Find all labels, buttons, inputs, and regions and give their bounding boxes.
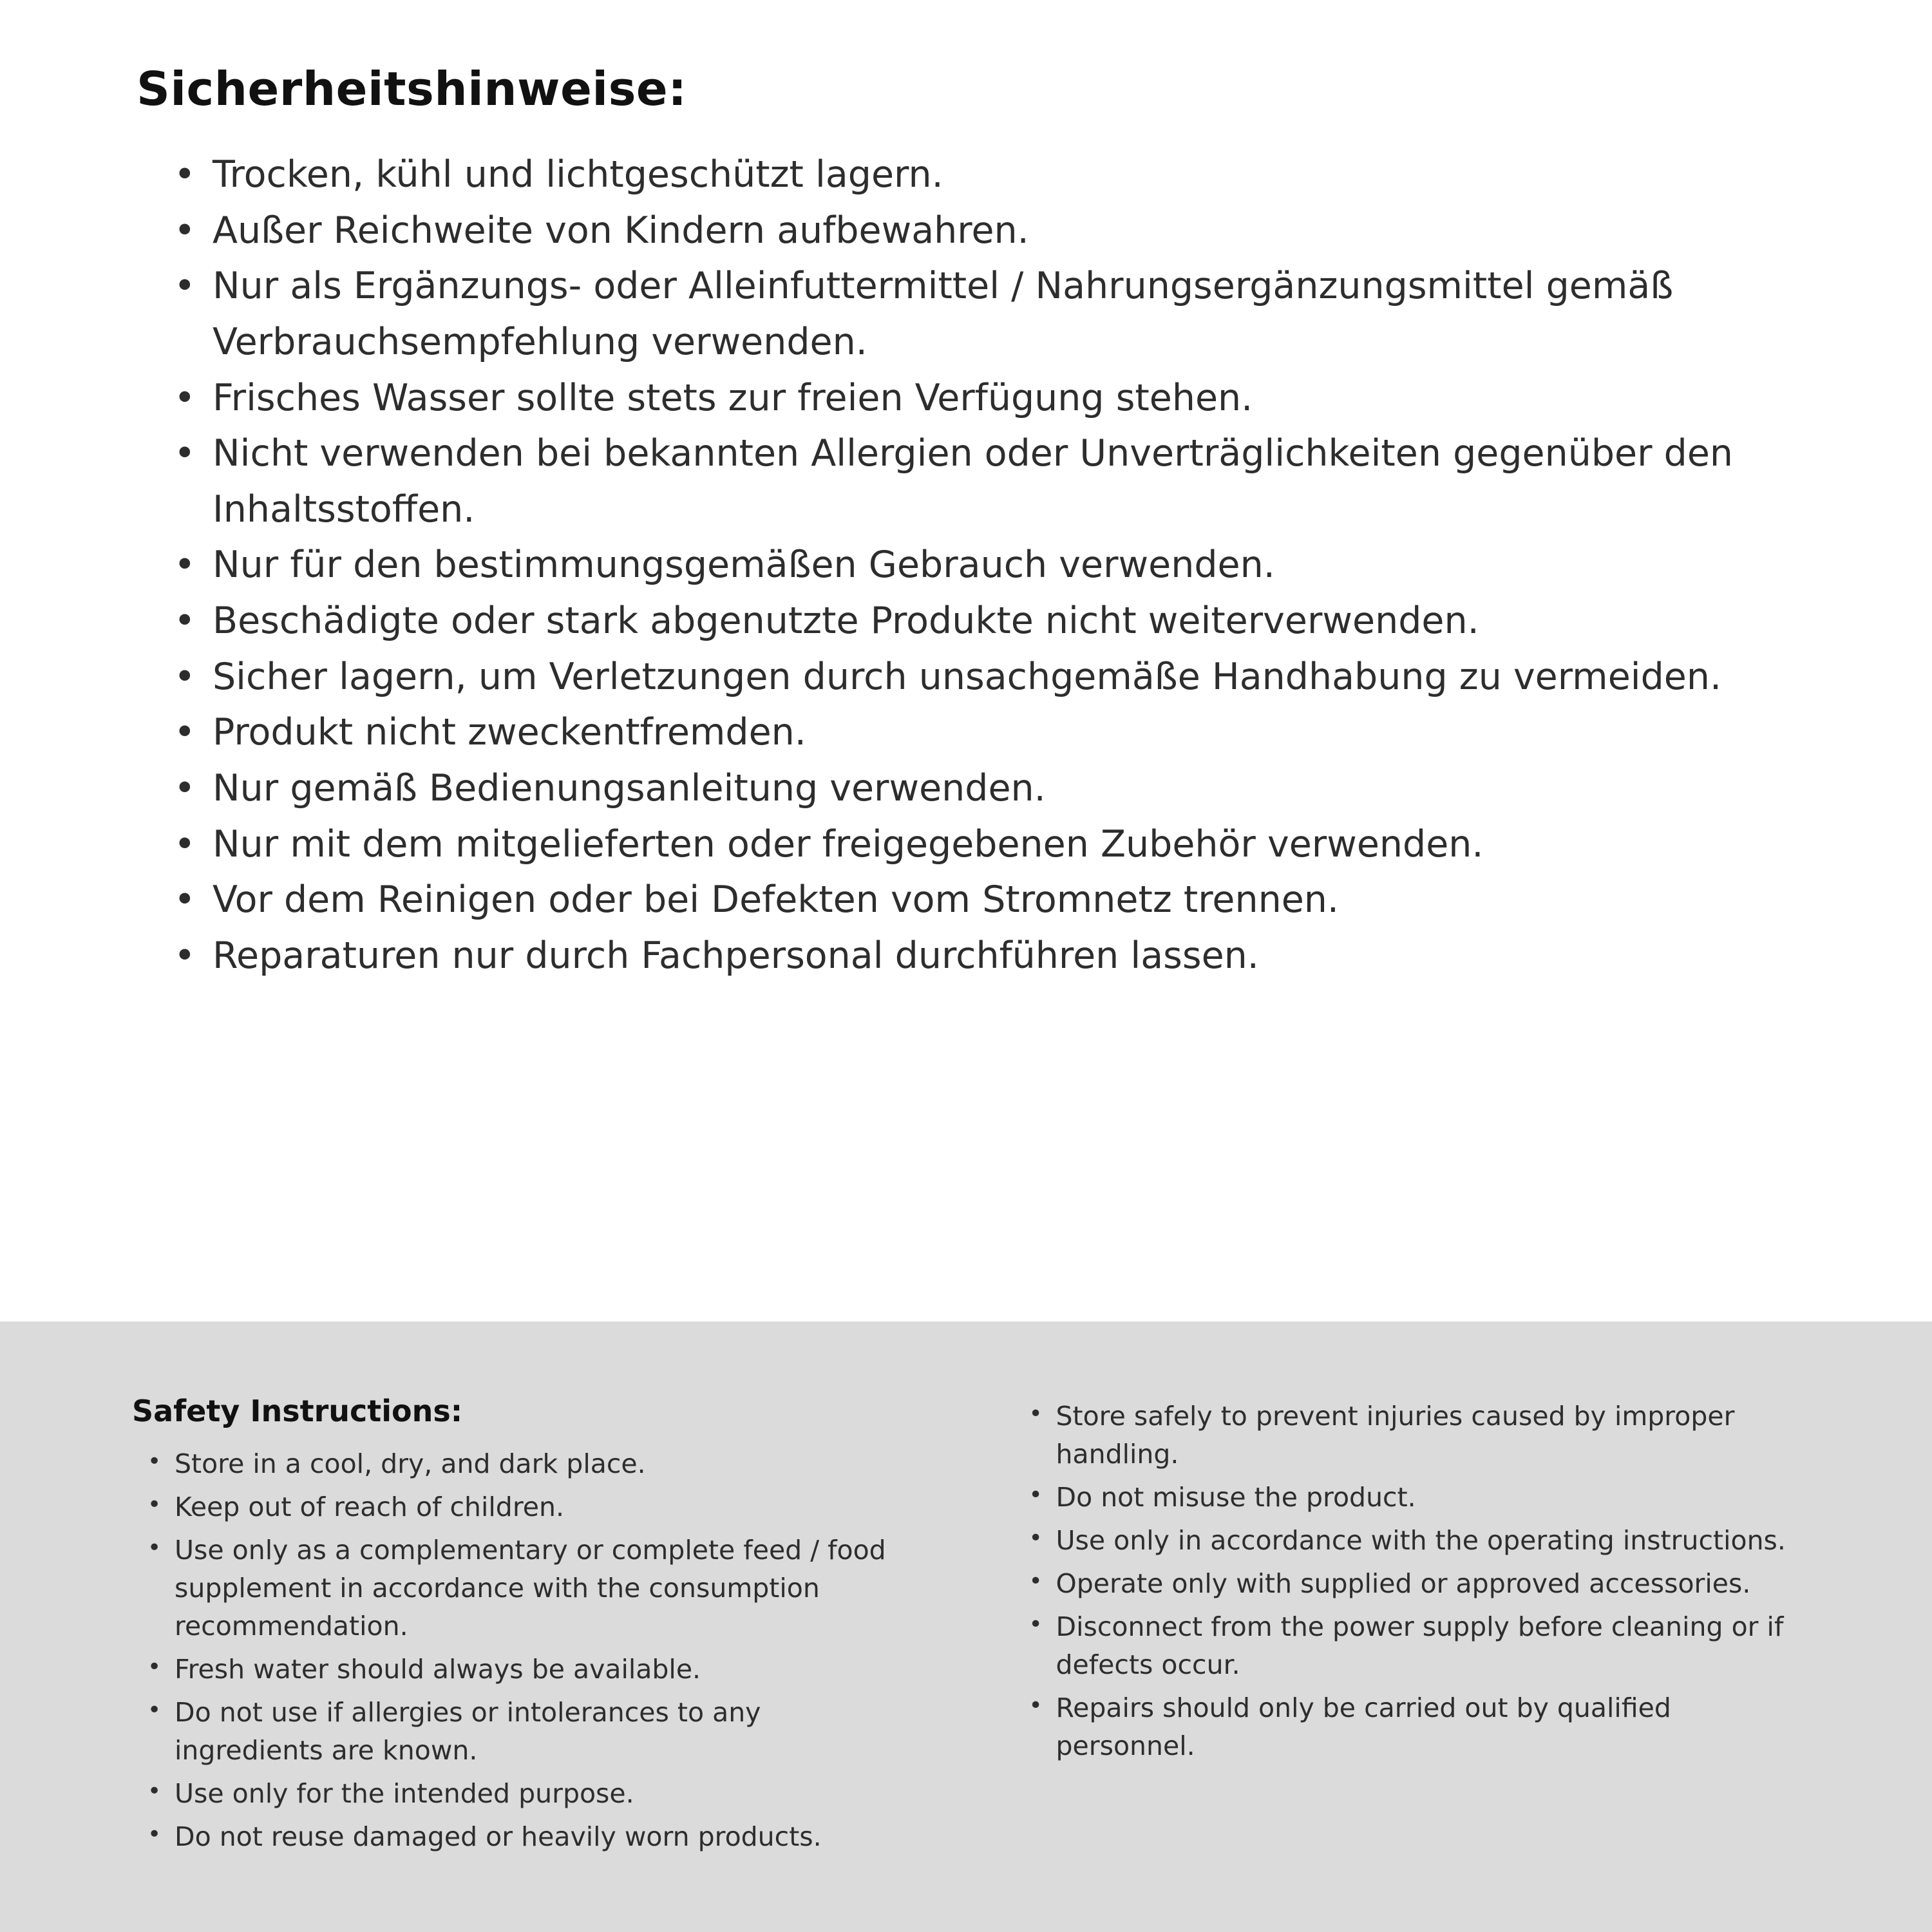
list-item: • Nur für den bestimmungsgemäßen Gebrauch verwenden. [174, 537, 1823, 593]
list-item: • Use only in accordance with the operating instructions. [1029, 1522, 1810, 1560]
list-item: • Do not reuse damaged or heavily worn products. [147, 1818, 913, 1856]
list-item: • Trocken, kühl und lichtgeschützt lagern. [174, 147, 1823, 203]
english-two-column-layout [132, 1394, 1810, 1861]
english-right-column [1029, 1394, 1810, 1770]
list-item: • Store safely to prevent injuries caused by improper handling. [1029, 1397, 1810, 1473]
list-item: • Produkt nicht zweckentfremden. [174, 705, 1823, 761]
english-section-title: Safety Instructions: [132, 1394, 463, 1428]
list-item: • Disconnect from the power supply before cleaning or if defects occur. [1029, 1608, 1810, 1684]
list-item: • Do not misuse the product. [1029, 1479, 1810, 1517]
list-item: • Keep out of reach of children. [147, 1488, 913, 1526]
list-item: • Repairs should only be carried out by qualified personnel. [1029, 1689, 1810, 1765]
list-item: • Fresh water should always be available. [147, 1651, 913, 1689]
list-item: • Nicht verwenden bei bekannten Allergien oder Unverträglichkeiten gegenüber den Inhaltsstoffen. [174, 426, 1823, 537]
list-item: • Use only for the intended purpose. [147, 1775, 913, 1813]
list-item: • Sicher lagern, um Verletzungen durch unsachgemäße Handhabung zu vermeiden. [174, 649, 1823, 705]
list-item: • Beschädigte oder stark abgenutzte Produkte nicht weiterverwenden. [174, 593, 1823, 649]
list-item: • Außer Reichweite von Kindern aufbewahren. [174, 203, 1823, 259]
english-safety-section [0, 1321, 1932, 1932]
list-item: • Nur gemäß Bedienungsanleitung verwenden. [174, 761, 1823, 817]
list-item: • Reparaturen nur durch Fachpersonal durchführen lassen. [174, 928, 1823, 984]
list-item: • Store in a cool, dry, and dark place. [147, 1445, 913, 1483]
list-item: • Nur als Ergänzungs- oder Alleinfuttermittel / Nahrungsergänzungsmittel gemäß Verbrauchsempfehlung verwenden. [174, 258, 1823, 370]
german-safety-list [174, 147, 1823, 983]
list-item: • Nur mit dem mitgelieferten oder freigegebenen Zubehör verwenden. [174, 817, 1823, 873]
list-item: • Use only as a complementary or complete feed / food supplement in accordance with the consumption recommendation. [147, 1531, 913, 1645]
list-item: • Vor dem Reinigen oder bei Defekten vom Stromnetz trennen. [174, 872, 1823, 928]
english-left-column [132, 1394, 913, 1861]
english-safety-list-left [147, 1445, 913, 1856]
list-item: • Frisches Wasser sollte stets zur freien Verfügung stehen. [174, 370, 1823, 426]
list-item: • Operate only with supplied or approved accessories. [1029, 1565, 1810, 1603]
list-item: • Do not use if allergies or intolerances to any ingredients are known. [147, 1694, 913, 1770]
german-section-title: Sicherheitshinweise: [137, 62, 687, 116]
english-safety-list-right [1029, 1397, 1810, 1765]
